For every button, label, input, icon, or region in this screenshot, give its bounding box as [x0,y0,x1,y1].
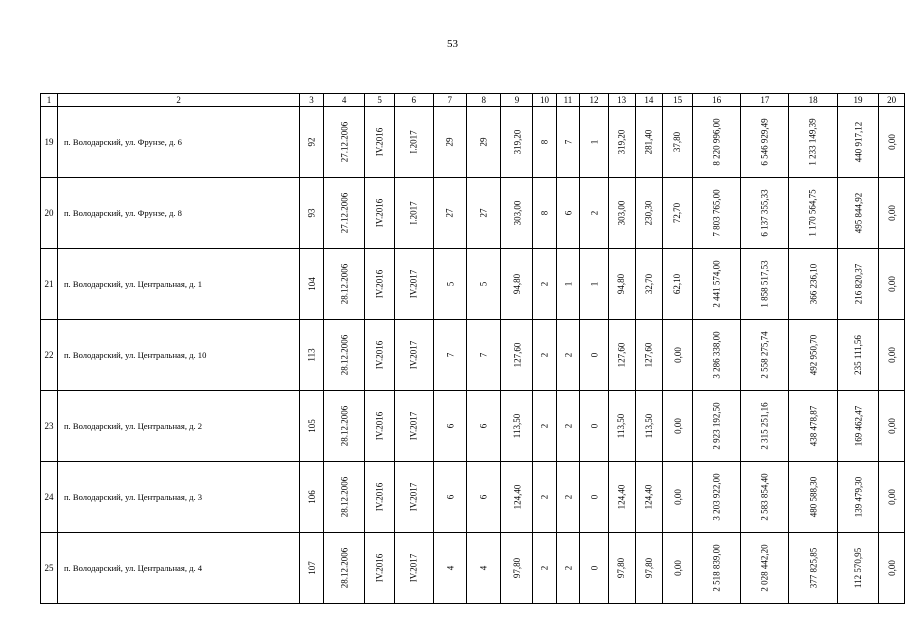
cell-value: 4 [444,565,455,571]
table-cell [580,533,608,604]
table-cell [467,462,501,533]
table-cell: 23 [41,391,58,462]
table-cell [879,107,905,178]
table-cell [394,178,433,249]
table-cell [692,462,740,533]
cell-value: I.2017 [408,130,419,154]
table-cell [663,320,693,391]
table-cell [365,391,395,462]
table-cell [692,533,740,604]
cell-value: 0,00 [886,418,897,434]
cell-value: 113,50 [616,413,627,439]
table-cell [394,320,433,391]
cell-value: 37,80 [672,131,683,153]
table-cell: 21 [41,249,58,320]
table-row [41,249,905,320]
table-cell [741,249,789,320]
header-cell: 16 [692,94,740,107]
cell-value: 97,80 [643,557,654,579]
table-cell [663,533,693,604]
cell-value: 124,40 [616,484,627,510]
table-cell [635,320,663,391]
cell-value: 124,40 [643,484,654,510]
page-number: 53 [447,38,458,50]
table-cell [741,320,789,391]
table-cell [692,320,740,391]
cell-value: 32,70 [643,273,654,295]
table-cell [467,178,501,249]
table-cell [663,107,693,178]
table-cell [837,391,879,462]
cell-value: 7 [444,352,455,358]
header-cell: 20 [879,94,905,107]
table-cell [741,107,789,178]
table-cell [300,178,324,249]
table-cell [635,391,663,462]
cell-value: 3 286 338,00 [711,331,722,379]
cell-value: 5 [444,281,455,287]
cell-value: 113,50 [643,413,654,439]
table-row [41,320,905,391]
table-cell [394,249,433,320]
cell-value: 0,00 [886,489,897,505]
table-cell [556,462,580,533]
cell-value: IV.2016 [374,411,385,441]
cell-value: 2 [539,352,550,358]
table-cell [556,533,580,604]
cell-value: 127,60 [643,342,654,368]
data-table [40,93,905,604]
cell-value: IV.2017 [408,411,419,441]
table-row [41,107,905,178]
cell-value: 319,20 [511,129,522,155]
table-cell: 22 [41,320,58,391]
table-cell [467,391,501,462]
table-cell [365,533,395,604]
table-cell [533,462,556,533]
cell-value: 7 [562,139,573,145]
cell-value: 0,00 [886,560,897,576]
cell-value: 6 [444,494,455,500]
table-cell [580,391,608,462]
cell-value: 139 479,30 [852,476,863,518]
cell-value: 0,00 [886,347,897,363]
cell-value: IV.2016 [374,553,385,583]
cell-value: 127,60 [616,342,627,368]
table-cell [663,391,693,462]
cell-value: 216 820,37 [852,263,863,305]
cell-value: 0,00 [672,560,683,576]
table-cell [837,107,879,178]
cell-value: 124,40 [511,484,522,510]
table-cell [556,320,580,391]
header-cell: 4 [323,94,365,107]
cell-value: 92 [306,137,317,147]
cell-value: 28.12.2006 [339,547,350,589]
table-cell [433,178,467,249]
cell-value: 0,00 [886,205,897,221]
header-cell: 1 [41,94,58,107]
table-cell [692,391,740,462]
cell-value: 28.12.2006 [339,263,350,305]
cell-value: 1 [589,281,600,287]
cell-value: 6 137 355,33 [759,189,770,237]
table-cell [692,107,740,178]
table-cell [323,391,365,462]
table-cell [394,533,433,604]
table-cell [323,178,365,249]
table-cell [501,249,533,320]
table-cell [533,178,556,249]
table-cell [467,249,501,320]
cell-value: IV.2017 [408,482,419,512]
table-cell [789,462,837,533]
cell-value: 62,10 [672,273,683,295]
cell-value: 0 [589,565,600,571]
header-cell: 15 [663,94,693,107]
cell-value: 2 [562,423,573,429]
header-cell: 14 [635,94,663,107]
cell-value: 29 [478,137,489,147]
cell-value: 319,20 [616,129,627,155]
cell-value: 235 111,56 [852,335,863,375]
table-cell [300,391,324,462]
cell-value: 27 [478,208,489,218]
cell-value: 2 518 839,00 [711,544,722,592]
table-cell [556,249,580,320]
table-cell [433,462,467,533]
cell-value: IV.2016 [374,198,385,228]
cell-value: 2 [562,352,573,358]
cell-value: 27 [444,208,455,218]
table-cell [663,249,693,320]
cell-value: 366 236,10 [808,263,819,305]
table-cell [608,391,635,462]
cell-value: 303,00 [616,200,627,226]
table-cell [501,533,533,604]
header-cell: 13 [608,94,635,107]
header-cell: 5 [365,94,395,107]
table-row [41,462,905,533]
table-cell [879,391,905,462]
cell-value: 27.12.2006 [339,121,350,163]
table-cell: 20 [41,178,58,249]
table-cell [533,533,556,604]
table-cell [394,462,433,533]
header-cell: 8 [467,94,501,107]
table-cell [608,462,635,533]
cell-value: 2 441 574,00 [711,260,722,308]
table-cell [467,320,501,391]
cell-value: 8 220 996,00 [711,118,722,166]
table-cell [879,462,905,533]
cell-value: 480 588,30 [808,476,819,518]
cell-value: 2 558 275,74 [759,331,770,379]
table-cell [580,320,608,391]
table-cell [879,249,905,320]
table-cell [837,249,879,320]
table-cell: п. Володарский, ул. Центральная, д. 1 [57,249,299,320]
cell-value: 1 [562,281,573,287]
table-cell [365,107,395,178]
table-cell [467,533,501,604]
cell-value: 2 [589,210,600,216]
cell-value: 2 583 854,40 [759,473,770,521]
cell-value: 94,80 [616,273,627,295]
table-cell [323,320,365,391]
cell-value: 6 [478,423,489,429]
cell-value: 104 [306,277,317,291]
cell-value: 1 858 517,53 [759,260,770,308]
table-cell: 25 [41,533,58,604]
table-cell [608,249,635,320]
table-cell [300,462,324,533]
table-cell [608,320,635,391]
table-cell: п. Володарский, ул. Фрунзе, д. 8 [57,178,299,249]
cell-value: 440 917,12 [852,121,863,163]
table-cell [433,391,467,462]
cell-value: 2 028 442,20 [759,544,770,592]
cell-value: 29 [444,137,455,147]
cell-value: 107 [306,561,317,575]
cell-value: 113 [306,348,317,362]
table-row [41,178,905,249]
cell-value: 72,70 [672,202,683,224]
table-cell: п. Володарский, ул. Центральная, д. 4 [57,533,299,604]
table-cell [556,178,580,249]
table-cell [741,533,789,604]
table-cell [789,320,837,391]
table-cell [533,391,556,462]
cell-value: IV.2016 [374,340,385,370]
cell-value: 27.12.2006 [339,192,350,234]
table-cell: п. Володарский, ул. Центральная, д. 2 [57,391,299,462]
table-cell [741,391,789,462]
table-cell: 19 [41,107,58,178]
cell-value: 113,50 [511,413,522,439]
table-cell [635,462,663,533]
table-cell [300,107,324,178]
header-cell: 3 [300,94,324,107]
cell-value: 106 [306,490,317,504]
cell-value: 127,60 [511,342,522,368]
cell-value: 2 [562,565,573,571]
table-cell [879,533,905,604]
table-cell [533,320,556,391]
header-cell: 6 [394,94,433,107]
table-cell [608,178,635,249]
table-cell: 24 [41,462,58,533]
table-cell [365,462,395,533]
cell-value: 6 [562,210,573,216]
table-cell [323,107,365,178]
header-cell: 12 [580,94,608,107]
table-cell [692,178,740,249]
table-cell [300,249,324,320]
table-cell [663,178,693,249]
cell-value: IV.2016 [374,127,385,157]
cell-value: 28.12.2006 [339,405,350,447]
cell-value: IV.2016 [374,269,385,299]
header-cell: 19 [837,94,879,107]
cell-value: 6 546 929,49 [759,118,770,166]
cell-value: 1 233 149,39 [808,118,819,166]
table-cell [433,533,467,604]
table-cell [501,391,533,462]
table-cell [433,320,467,391]
cell-value: 4 [478,565,489,571]
header-cell: 11 [556,94,580,107]
cell-value: 0 [589,494,600,500]
cell-value: 495 844,92 [852,192,863,234]
cell-value: 5 [478,281,489,287]
cell-value: 2 [539,423,550,429]
cell-value: 2 923 192,50 [711,402,722,450]
cell-value: 0,00 [886,134,897,150]
table-cell [741,462,789,533]
header-cell: 9 [501,94,533,107]
table-cell [394,391,433,462]
cell-value: 2 [539,565,550,571]
table-cell [394,107,433,178]
cell-value: 6 [478,494,489,500]
table-cell [580,178,608,249]
table-cell [635,249,663,320]
cell-value: 2 315 251,16 [759,402,770,450]
header-row [41,94,905,107]
table-cell [580,249,608,320]
table-cell [635,178,663,249]
table-cell [879,178,905,249]
table-cell [741,178,789,249]
cell-value: 2 [539,494,550,500]
table-cell [433,107,467,178]
table-cell [433,249,467,320]
cell-value: 28.12.2006 [339,476,350,518]
table-cell [580,462,608,533]
header-cell: 17 [741,94,789,107]
table-cell [837,178,879,249]
cell-value: 0 [589,423,600,429]
table-row [41,533,905,604]
table-cell: п. Володарский, ул. Центральная, д. 10 [57,320,299,391]
table-cell [323,533,365,604]
cell-value: 169 462,47 [852,405,863,447]
cell-value: 281,40 [643,129,654,155]
cell-value: 7 803 765,00 [711,189,722,237]
cell-value: 0,00 [672,347,683,363]
cell-value: 0 [589,352,600,358]
cell-value: 93 [306,208,317,218]
cell-value: 0,00 [886,276,897,292]
table-cell [323,249,365,320]
header-cell: 18 [789,94,837,107]
cell-value: IV.2016 [374,482,385,512]
table-cell [789,107,837,178]
table-cell [789,533,837,604]
table-cell [635,107,663,178]
table-cell [533,249,556,320]
cell-value: 94,80 [511,273,522,295]
table-cell [501,178,533,249]
cell-value: 7 [478,352,489,358]
header-cell: 2 [57,94,299,107]
table-cell [608,107,635,178]
table-cell: п. Володарский, ул. Центральная, д. 3 [57,462,299,533]
cell-value: 6 [444,423,455,429]
cell-value: 230,30 [643,200,654,226]
cell-value: 8 [539,139,550,145]
table-cell [556,391,580,462]
table-cell [635,533,663,604]
table-cell [789,391,837,462]
table-cell [501,462,533,533]
table-cell: п. Володарский, ул. Фрунзе, д. 6 [57,107,299,178]
table-cell [692,249,740,320]
table-cell [365,178,395,249]
header-cell: 10 [533,94,556,107]
table-cell [837,320,879,391]
cell-value: IV.2017 [408,340,419,370]
cell-value: 438 478,87 [808,405,819,447]
cell-value: 112 570,95 [852,547,863,589]
table-cell [580,107,608,178]
cell-value: 0,00 [672,418,683,434]
table-cell [365,320,395,391]
table-cell [533,107,556,178]
cell-value: 97,80 [511,557,522,579]
table-cell [837,462,879,533]
table-cell [879,320,905,391]
cell-value: I.2017 [408,201,419,225]
cell-value: 97,80 [616,557,627,579]
cell-value: 2 [562,494,573,500]
table-cell [323,462,365,533]
cell-value: IV.2017 [408,269,419,299]
table-cell [608,533,635,604]
cell-value: 303,00 [511,200,522,226]
table-cell [501,107,533,178]
cell-value: 28.12.2006 [339,334,350,376]
cell-value: 2 [539,281,550,287]
table-cell [501,320,533,391]
table-cell [789,249,837,320]
table-cell [789,178,837,249]
cell-value: 3 203 922,00 [711,473,722,521]
cell-value: IV.2017 [408,553,419,583]
cell-value: 8 [539,210,550,216]
table-cell [556,107,580,178]
table-cell [467,107,501,178]
table-cell [300,320,324,391]
cell-value: 105 [306,419,317,433]
header-cell: 7 [433,94,467,107]
cell-value: 0,00 [672,489,683,505]
table-row [41,391,905,462]
table-cell [837,533,879,604]
cell-value: 492 950,70 [808,334,819,376]
cell-value: 1 [589,139,600,145]
cell-value: 1 170 564,75 [808,189,819,237]
table-cell [663,462,693,533]
table-cell [365,249,395,320]
table-cell [300,533,324,604]
cell-value: 377 825,85 [808,547,819,589]
